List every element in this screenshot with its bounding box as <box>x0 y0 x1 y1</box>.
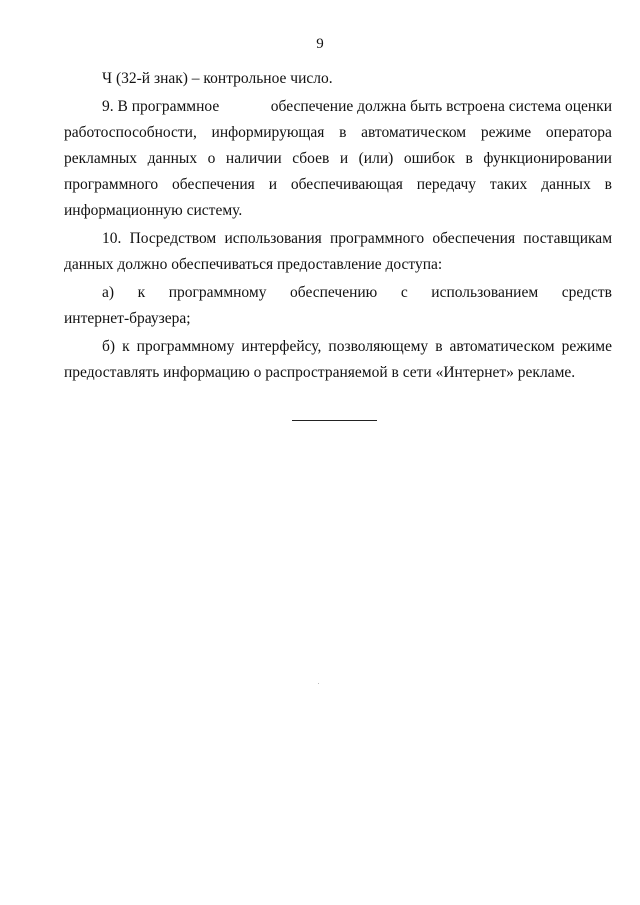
word: работоспособности, <box>64 124 197 141</box>
word: обеспечение должна быть встроена система оценки <box>270 98 612 115</box>
word: о <box>207 150 216 167</box>
word: позволяющему <box>328 338 429 355</box>
word: к <box>137 284 146 301</box>
word: Посредством <box>129 230 217 247</box>
word: и <box>339 150 349 167</box>
word: поставщикам <box>523 230 612 247</box>
word: программного <box>64 176 159 193</box>
end-divider-line <box>292 420 377 421</box>
word: обеспечения <box>172 176 255 193</box>
text-line <box>64 146 612 172</box>
word: обеспечению <box>290 284 378 301</box>
scan-speck <box>318 683 319 684</box>
word: а) <box>102 284 115 301</box>
document-body <box>64 66 612 386</box>
word: в <box>435 338 443 355</box>
word: автоматическом <box>449 338 555 355</box>
word: сбоев <box>292 150 330 167</box>
word: данных <box>147 150 198 167</box>
word: автоматическом <box>361 124 467 141</box>
word: использования <box>224 230 322 247</box>
list-item-a <box>64 280 612 332</box>
text-line: интернет-браузера; <box>64 310 191 327</box>
word: обеспечивающая <box>290 176 403 193</box>
word: ошибок <box>403 150 455 167</box>
word: оператора <box>545 124 612 141</box>
paragraph-control-number: Ч (32-й знак) – контрольное число. <box>102 70 333 87</box>
text-line <box>64 120 612 146</box>
word: таких <box>489 176 528 193</box>
word: данных <box>541 176 591 193</box>
word: в <box>604 176 612 193</box>
word: в <box>465 150 473 167</box>
list-item-b <box>64 334 612 386</box>
word: информирующая <box>211 124 325 141</box>
word: программному <box>136 338 235 355</box>
word: б) <box>102 338 116 355</box>
word: средств <box>561 284 612 301</box>
word: наличии <box>225 150 282 167</box>
text-line: предоставлять информацию о распространяемой в сети «Интернет» рекламе. <box>64 364 576 381</box>
word: 10. <box>102 230 122 247</box>
word: передачу <box>416 176 477 193</box>
text-line <box>64 334 612 360</box>
word: режиме <box>480 124 532 141</box>
text-line <box>64 226 612 252</box>
page-number: 9 <box>316 36 324 52</box>
text-line <box>64 94 612 120</box>
word: (или) <box>358 150 394 167</box>
word: рекламных <box>64 150 138 167</box>
word: программному <box>168 284 267 301</box>
paragraph-10 <box>64 226 612 278</box>
word: в <box>339 124 347 141</box>
word: функционировании <box>483 150 612 167</box>
text-line: данных должно обеспечиваться предоставление доступа: <box>64 256 443 273</box>
word: 9. В программное <box>102 98 220 115</box>
word: и <box>268 176 277 193</box>
text-line <box>64 172 612 198</box>
word: обеспечения <box>432 230 516 247</box>
word: режиме <box>561 338 612 355</box>
text-line: информационную систему. <box>64 202 243 219</box>
text-line <box>64 280 612 306</box>
word: интерфейсу, <box>241 338 322 355</box>
paragraph-9 <box>64 94 612 224</box>
word: с <box>400 284 408 301</box>
word: программного <box>329 230 425 247</box>
word: к <box>122 338 130 355</box>
word: использованием <box>431 284 539 301</box>
